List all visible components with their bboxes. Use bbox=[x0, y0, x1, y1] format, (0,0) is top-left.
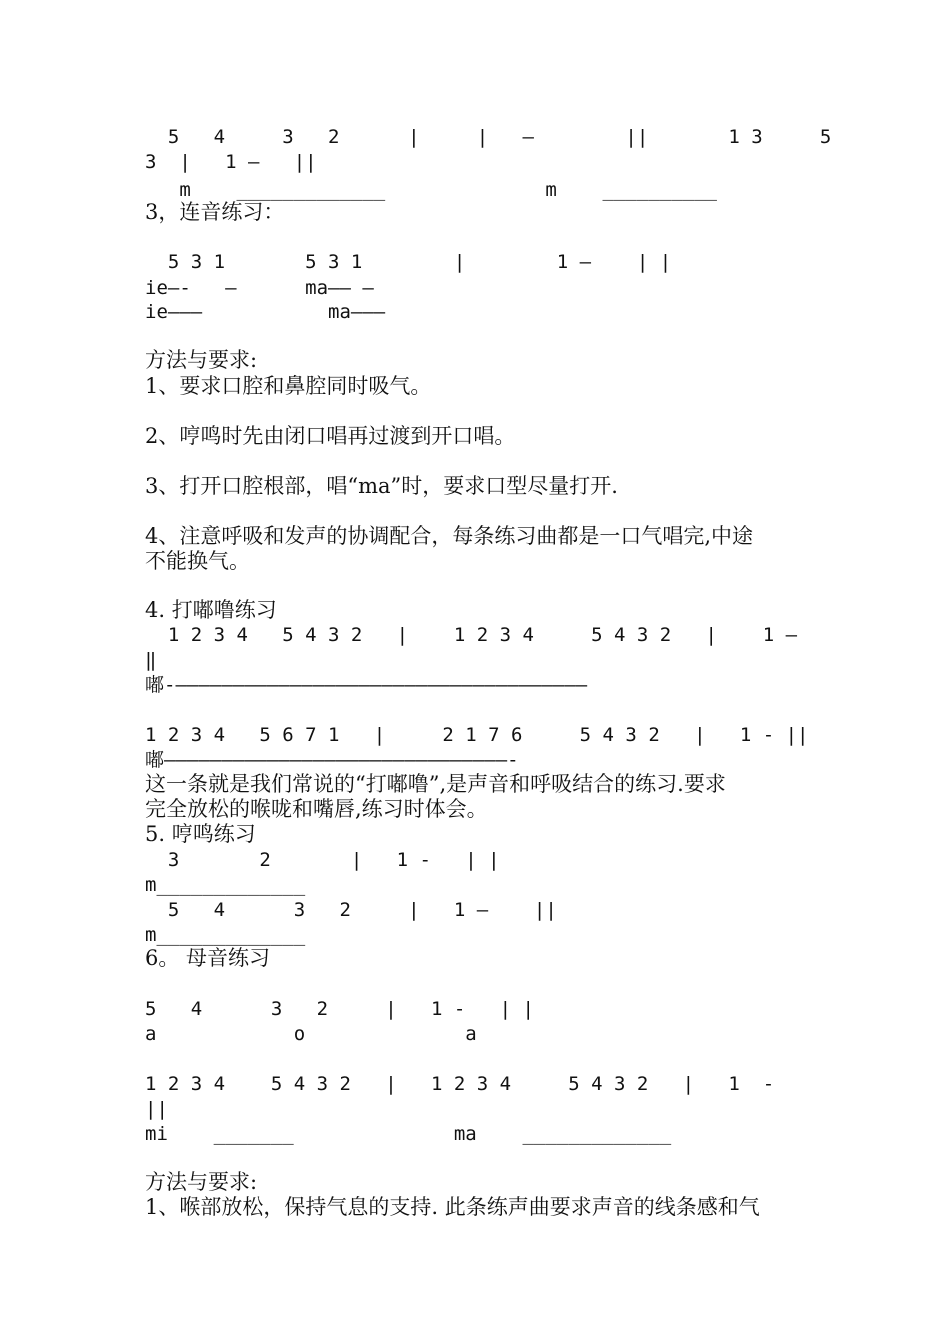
section-heading: 3，连音练习： bbox=[145, 200, 285, 224]
paragraph: 完全放松的喉咙和嘴唇,练习时体会。 bbox=[145, 797, 488, 821]
method-heading: 方法与要求: bbox=[145, 1170, 258, 1194]
notation-line: 5 4 3 2 | 1 — || bbox=[145, 899, 557, 921]
paragraph: 3、打开口腔根部，唱“ma”时，要求口型尽量打开. bbox=[145, 474, 618, 498]
lyric-line: 嘟——————————————————————————————- bbox=[145, 749, 519, 771]
notation-line: 1 2 3 4 5 4 3 2 | 1 2 3 4 5 4 3 2 | 1 — bbox=[145, 624, 798, 646]
lyric-line: 嘟-———————————————————————————————————— bbox=[145, 674, 588, 696]
method-heading: 方法与要求: bbox=[145, 348, 258, 372]
notation-line: 5 3 1 5 3 1 | 1 — | | bbox=[145, 251, 672, 273]
paragraph: 这一条就是我们常说的“打嘟噜”,是声音和呼吸结合的练习.要求 bbox=[145, 772, 726, 796]
lyric-line: ie——— ma——— bbox=[145, 301, 386, 323]
section-heading: 4. 打嘟噜练习 bbox=[145, 598, 277, 622]
lyric-line: mi _______ ma _____________ bbox=[145, 1123, 672, 1145]
lyric-line: a o a bbox=[145, 1023, 477, 1045]
notation-line: 1 2 3 4 5 4 3 2 | 1 2 3 4 5 4 3 2 | 1 - bbox=[145, 1073, 775, 1095]
paragraph: 1、要求口腔和鼻腔同时吸气。 bbox=[145, 374, 432, 398]
notation-line: 5 4 3 2 | | — || 1 3 5 bbox=[145, 126, 832, 148]
section-heading: 5. 哼鸣练习 bbox=[145, 822, 256, 846]
notation-line: ‖ bbox=[145, 649, 157, 671]
lyric-line: m _____________ m __________ bbox=[145, 179, 717, 201]
notation-line: || bbox=[145, 1098, 168, 1120]
notation-line: 3 2 | 1 - | | bbox=[145, 849, 500, 871]
notation-line: 1 2 3 4 5 6 7 1 | 2 1 7 6 5 4 3 2 | 1 - || bbox=[145, 724, 809, 746]
lyric-line: m_____________ bbox=[145, 874, 306, 896]
paragraph: 不能换气。 bbox=[145, 549, 250, 573]
paragraph: 1、喉部放松，保持气息的支持. 此条练声曲要求声音的线条感和气 bbox=[145, 1195, 760, 1219]
notation-line: 3 | 1 — || bbox=[145, 151, 317, 173]
paragraph: 2、哼鸣时先由闭口唱再过渡到开口唱。 bbox=[145, 424, 516, 448]
section-heading: 6。 母音练习 bbox=[145, 946, 271, 970]
notation-line: 5 4 3 2 | 1 - | | bbox=[145, 998, 534, 1020]
lyric-line: ie—- — ma—— — bbox=[145, 277, 374, 299]
lyric-line: m_____________ bbox=[145, 924, 306, 946]
paragraph: 4、注意呼吸和发声的协调配合，每条练习曲都是一口气唱完,中途 bbox=[145, 524, 754, 548]
